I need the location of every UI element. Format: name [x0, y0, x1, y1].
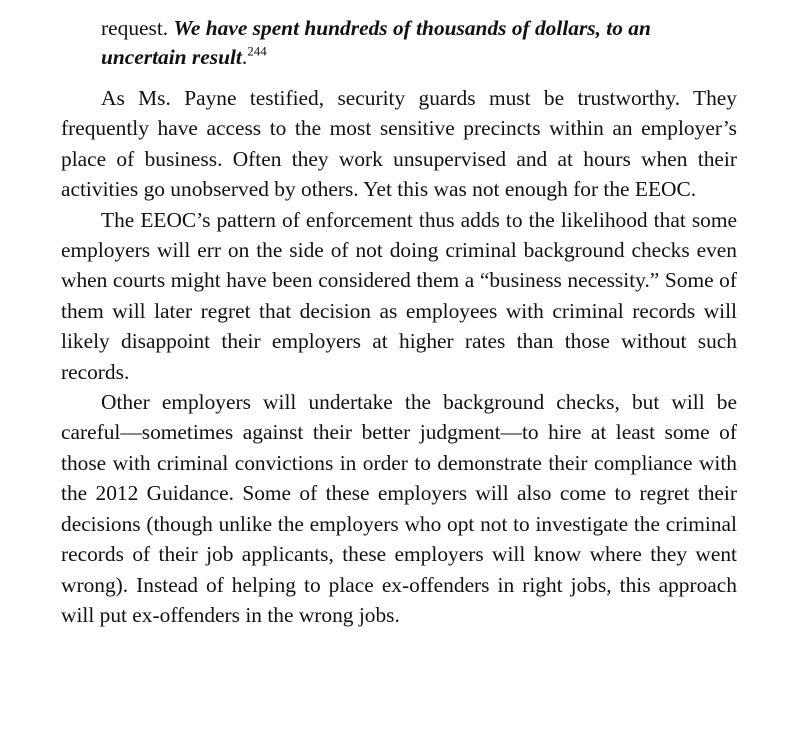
paragraph-1: As Ms. Payne testified, security guards must be trustworthy. They frequently have access to the most sensitive precincts within an employer’s place of business. Often they work unsupervised and at hours when their activities go unobserved by others. Yet this was not enough for the EEOC. — [61, 86, 737, 202]
block-quote — [101, 14, 707, 72]
document-page — [61, 14, 737, 630]
quote-end: . — [241, 45, 248, 69]
paragraph-2: The EEOC’s pattern of enforcement thus adds to the likelihood that some employers will err on the side of not doing criminal background checks even when courts might have been considered them a “business necessity.” Some of them will later regret that decision as employees with criminal records will likely disappoint their employers at higher rates than those without such records. — [61, 207, 737, 384]
paragraph-3: Other employers will undertake the background checks, but will be careful—sometimes against their better judgment—to hire at least some of those with criminal convictions in order to demonstrate their compliance with the 2012 Guidance. Some of these employers will also come to regret their decisions (though unlike the employers who opt not to investigate the criminal records of their job applicants, these employers will know where they went wrong). Instead of helping to place ex-offenders in right jobs, this approach will put ex-offenders in the wrong jobs. — [61, 390, 737, 627]
footnote-marker[interactable]: 244 — [247, 43, 267, 59]
quote-emphasis: We have spent hundreds of thousands of dollars, to an uncertain result — [101, 16, 651, 69]
quote-lead: request. — [101, 16, 174, 40]
